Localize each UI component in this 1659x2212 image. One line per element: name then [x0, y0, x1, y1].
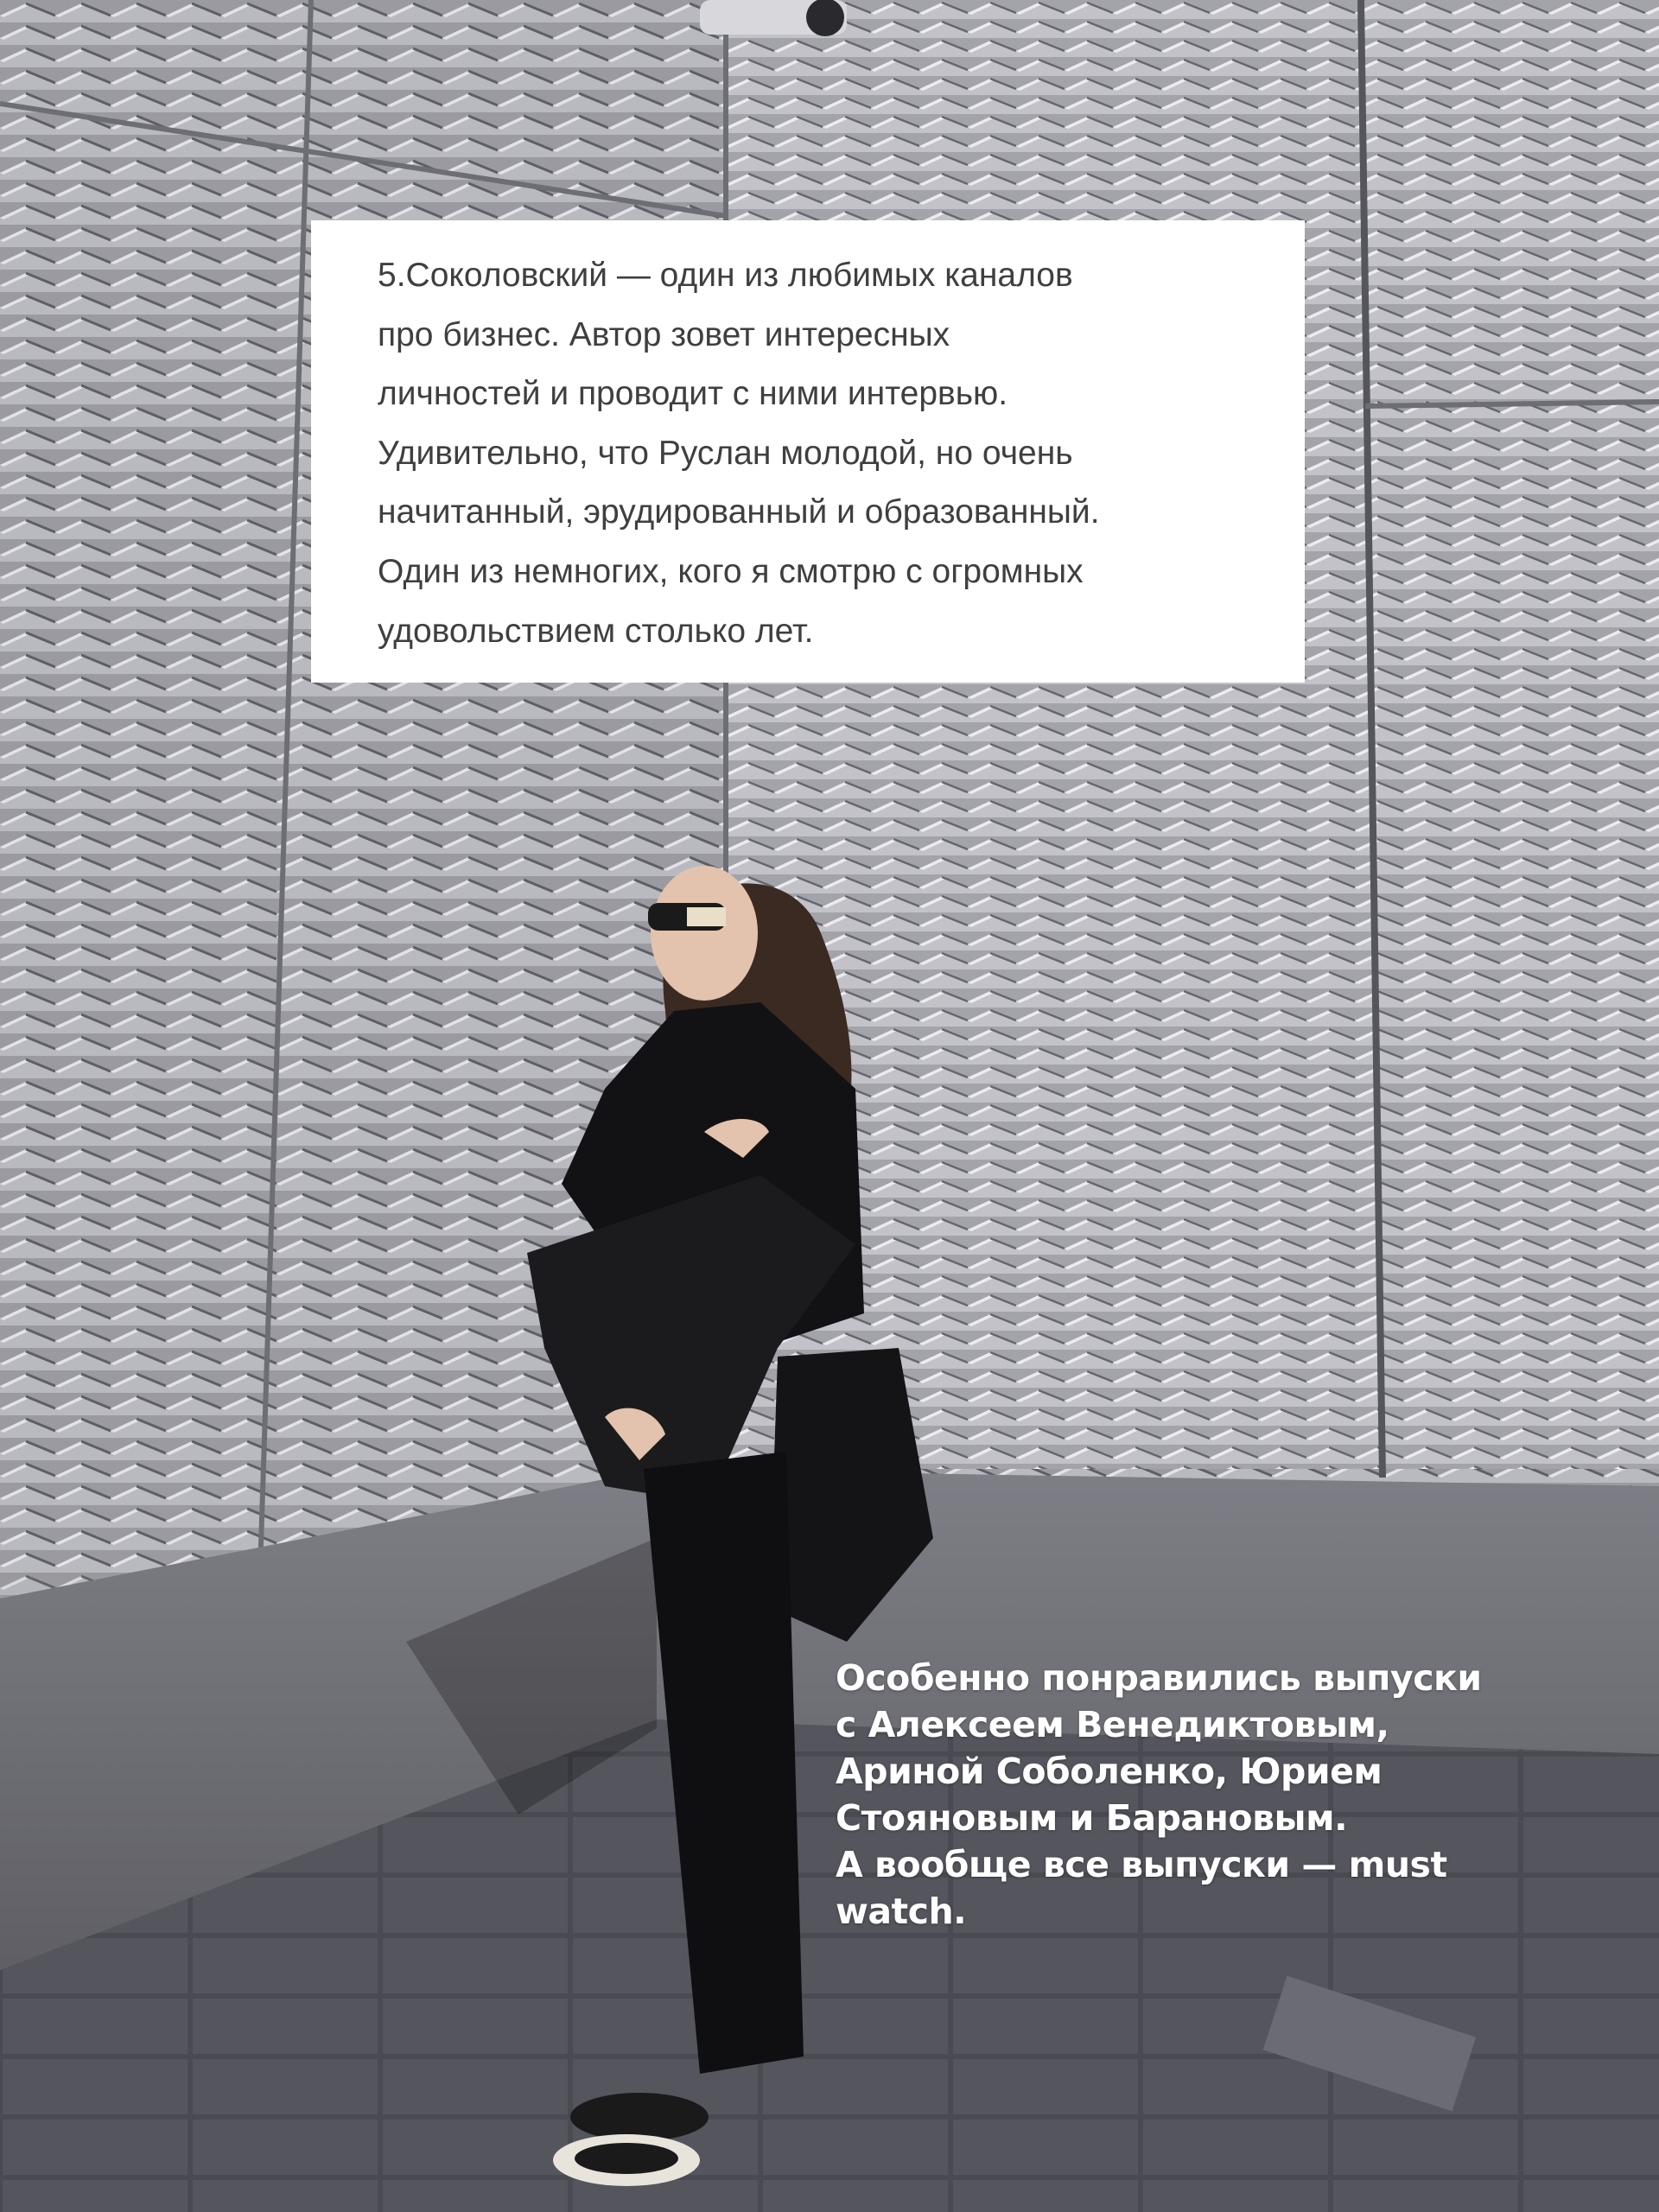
overlay-caption: Особенно понравились выпуски с Алексеем Венедиктовым, Ариной Соболенко, Юрием Стояновым и Барановым. А вообще все выпуски — must watch. — [836, 1657, 1482, 1932]
text-card — [311, 220, 1305, 683]
card-text: 5.Соколовский — один из любимых каналов про бизнес. Автор зовет интересных личностей и проводит с ними интервью. Удивительно, что Руслан молодой, но очень начитанный, эрудированный и образованный. Один из немногих, кого я смотрю с огромных удовольствием столько лет. — [378, 257, 1100, 650]
